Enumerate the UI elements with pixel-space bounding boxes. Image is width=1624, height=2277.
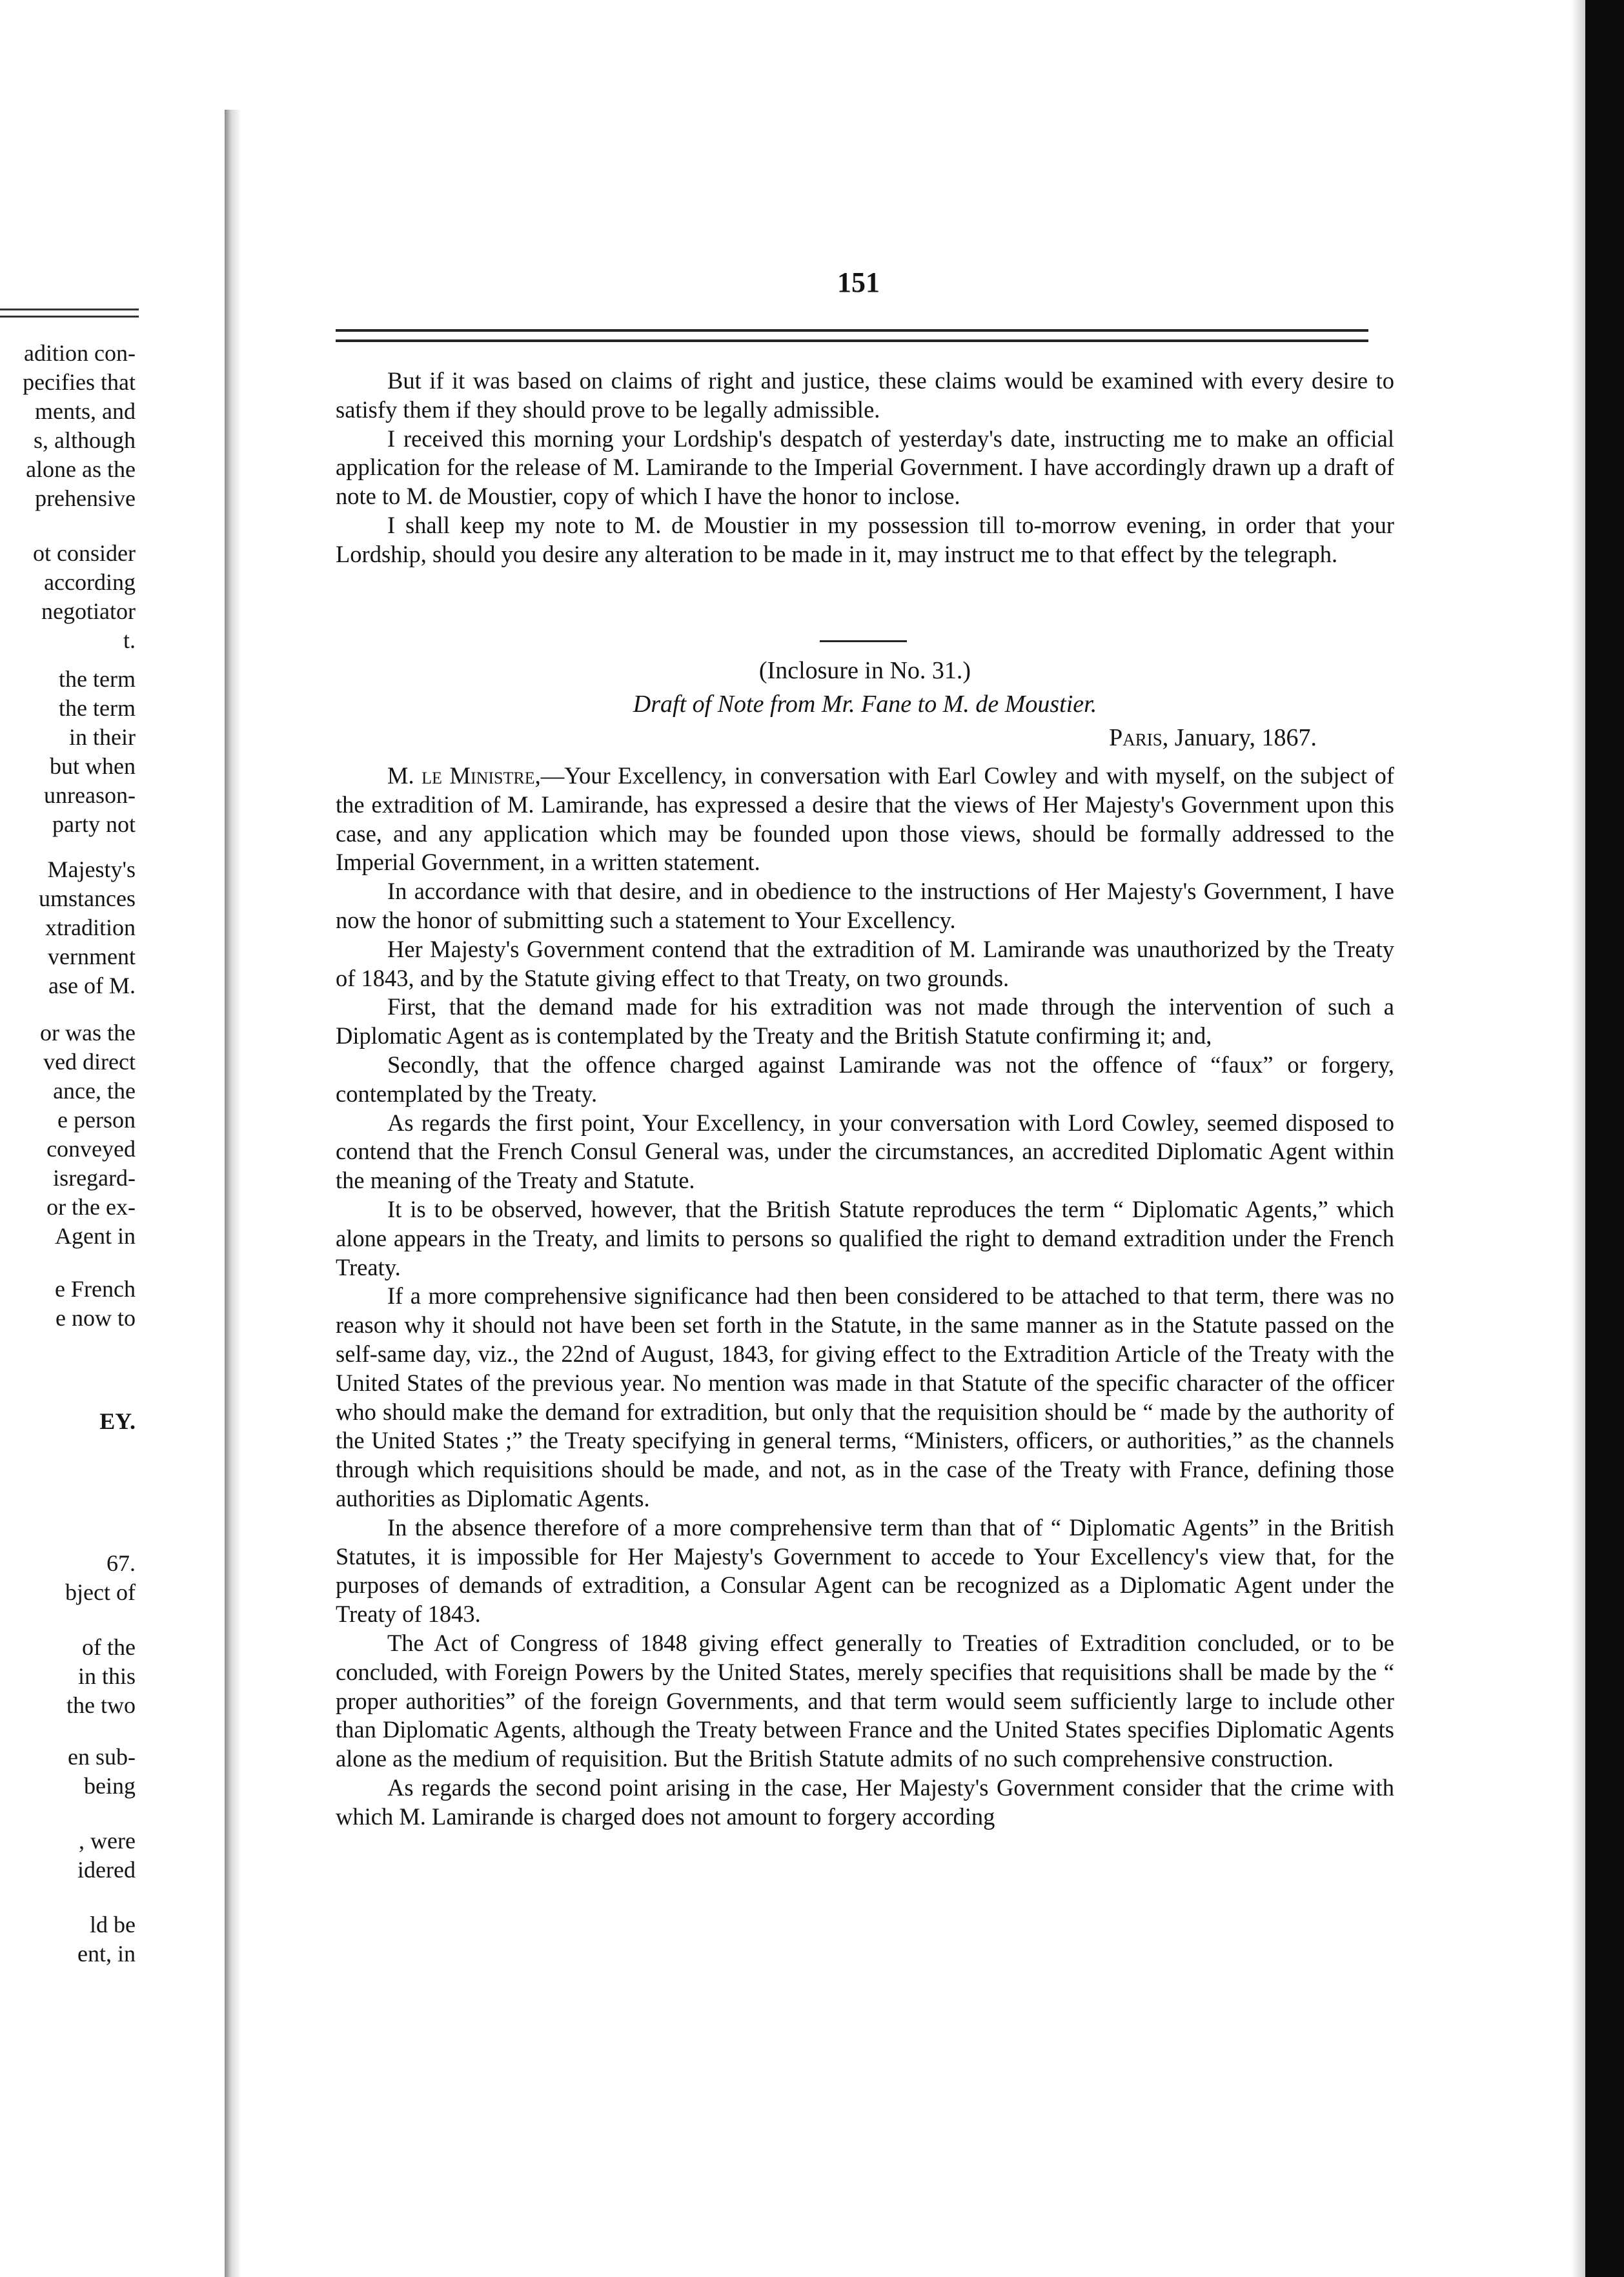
left-page-line: xtradition	[45, 915, 136, 940]
left-page-line: party not	[52, 811, 136, 837]
left-page-line: e person	[57, 1107, 136, 1133]
left-page-line: ance, the	[53, 1078, 136, 1104]
left-page-line: being	[84, 1773, 136, 1799]
left-page-line: or the ex-	[46, 1194, 136, 1220]
dateline-date: January, 1867.	[1174, 724, 1317, 751]
left-page-line: adition con-	[24, 340, 136, 366]
scan-edge-shadow	[1571, 0, 1585, 2277]
note-paragraph: Secondly, that the offence charged against Lamirande was not the offence of “faux” or forgery, contemplated by the Treaty.	[336, 1051, 1394, 1107]
left-page-line: idered	[77, 1857, 136, 1883]
left-page-line: isregard-	[53, 1165, 136, 1191]
left-page-line: e French	[55, 1276, 136, 1302]
left-page-line: in this	[77, 1663, 136, 1689]
note-paragraph: In accordance with that desire, and in obedience to the instructions of Her Majesty's Government, I have now the honor of submitting such a statement to Your Excellency.	[336, 878, 1394, 933]
letter-paragraph: I received this morning your Lordship's despatch of yesterday's date, instructing me to make an official application for the release of M. Lamirande to the Imperial Government. I have accordingly drawn up a draft of note to M. de Moustier, copy of which I have the honor to inclose.	[336, 425, 1394, 510]
note-paragraph: First, that the demand made for his extradition was not made through the intervention of such a Diplomatic Agent as is contemplated by the Treaty and the British Statute confirming it; and,	[336, 993, 1394, 1049]
inclosure-subheading: Draft of Note from Mr. Fane to M. de Moustier.	[633, 691, 1097, 718]
note-paragraph: It is to be observed, however, that the British Statute reproduces the term “ Diplomatic Agents,” which alone appears in the Treaty, and limits to persons so qualified the right to demand extradition under the French Treaty.	[336, 1195, 1394, 1280]
left-page-line: the term	[59, 666, 136, 692]
left-page-fragment	[0, 0, 223, 2277]
left-page-line: in their	[69, 724, 136, 750]
left-page-line: ld be	[90, 1912, 136, 1938]
note-paragraph: As regards the second point arising in the case, Her Majesty's Government consider that the crime with which M. Lamirande is charged does not amount to forgery according	[336, 1774, 1394, 1830]
page-number: 151	[837, 267, 880, 298]
note-paragraph: The Act of Congress of 1848 giving effect generally to Treaties of Extradition concluded, or to be concluded, with Foreign Powers by the United States, merely specifies that requisitions shall be made by the “ proper authorities” of the foreign Governments, and that term would seem sufficiently large to include other than Diplomatic Agents, although the Treaty between France and the United States specifies Diplomatic Agents alone as the medium of requisition. But the British Statute admits of no such comprehensive construction.	[336, 1629, 1394, 1772]
section-divider	[820, 640, 907, 642]
book-gutter	[225, 110, 241, 2277]
left-page-line: bject of	[65, 1579, 136, 1605]
left-page-line: EY.	[99, 1408, 136, 1434]
letter-body	[336, 367, 1394, 569]
left-page-line: the two	[66, 1692, 136, 1718]
note-paragraph: If a more comprehensive significance had then been considered to be attached to that term, there was no reason why it should not have been set forth in the Statute, in the same manner as in the Statute passed on the self-same day, viz., the 22nd of August, 1843, for giving effect to the Extradition Article of the Treaty with the United States of the previous year. No mention was made in that Statute of the specific character of the officer who should make the demand for extradition, but only that the requisition should be “ made by the authority of the United States ;” the Treaty specifying in general terms, “Ministers, officers, or authorities,” as the channels through which requisitions should be made, and not, as in the case of the Treaty with France, defining those authorities as Diplomatic Agents.	[336, 1282, 1394, 1512]
salutation: M. le Ministre,	[387, 762, 541, 789]
left-page-line: vernment	[48, 944, 136, 969]
note-paragraph	[336, 762, 1394, 877]
left-page-line: but when	[50, 753, 136, 779]
left-page-line: umstances	[39, 886, 136, 911]
left-page-line: of the	[82, 1634, 136, 1660]
note-paragraph: Her Majesty's Government contend that the extradition of M. Lamirande was unauthorized by the Treaty of 1843, and by the Statute giving effect to that Treaty, on two grounds.	[336, 935, 1394, 991]
left-page-line: t.	[123, 627, 136, 653]
left-page-line: unreason-	[44, 782, 136, 808]
left-page-line: ments, and	[35, 398, 136, 424]
left-page-line: negotiator	[41, 598, 136, 624]
inclosure-heading: (Inclosure in No. 31.)	[758, 657, 971, 684]
note-paragraph: In the absence therefore of a more comprehensive term than that of “ Diplomatic Agents” in the British Statutes, it is impossible for Her Majesty's Government to accede to Your Excellency's view that, for the purposes of demands of extradition, a Consular Agent can be recognized as a Diplomatic Agent under the Treaty of 1843.	[336, 1513, 1394, 1628]
left-page-line: prehensive	[35, 485, 136, 511]
left-page-line: ved direct	[43, 1049, 136, 1075]
left-page-line: according	[44, 569, 136, 595]
left-page-line: or was the	[40, 1020, 136, 1046]
left-page-line: e now to	[56, 1305, 136, 1331]
dateline	[336, 723, 1317, 753]
letter-paragraph: I shall keep my note to M. de Moustier in my possession till to-morrow evening, in order that your Lordship, should you desire any alteration to be made in it, may instruct me to that effect by the telegraph.	[336, 511, 1394, 567]
left-page-line: ase of M.	[48, 973, 136, 998]
left-page-line: Majesty's	[47, 856, 136, 882]
header-double-rule	[336, 329, 1368, 342]
note-paragraph-text: —Your Excellency, in conversation with Earl Cowley and with myself, on the subject of the extradition of M. Lamirande, has expressed a desire that the views of Her Majesty's Government upon this case, and any application which may be founded upon those views, should be formally addressed to the Imperial Government, in a written statement.	[336, 762, 1394, 876]
scan-border-right	[1585, 0, 1624, 2277]
left-page-line: Agent in	[55, 1223, 136, 1249]
left-page-line: 67.	[107, 1550, 136, 1576]
left-page-line: pecifies that	[23, 369, 136, 395]
left-page-line: s, although	[34, 427, 136, 453]
left-page-line: alone as the	[26, 456, 136, 482]
left-page-line: the term	[59, 695, 136, 721]
dateline-place: Paris,	[1109, 724, 1169, 751]
left-page-line: ot consider	[33, 540, 136, 566]
letter-paragraph: But if it was based on claims of right and justice, these claims would be examined with every desire to satisfy them if they should prove to be legally admissible.	[336, 367, 1394, 423]
left-page-line: en sub-	[68, 1744, 136, 1770]
left-page-line: ent, in	[77, 1941, 136, 1967]
left-page-line: conveyed	[46, 1136, 136, 1162]
note-body	[336, 762, 1394, 1831]
left-page-line: , were	[79, 1828, 136, 1854]
left-page-rule	[0, 309, 139, 318]
note-paragraph: As regards the first point, Your Excellency, in your conversation with Lord Cowley, seemed disposed to contend that the French Consul General was, under the circumstances, an accredited Diplomatic Agent within the meaning of the Treaty and Statute.	[336, 1109, 1394, 1194]
